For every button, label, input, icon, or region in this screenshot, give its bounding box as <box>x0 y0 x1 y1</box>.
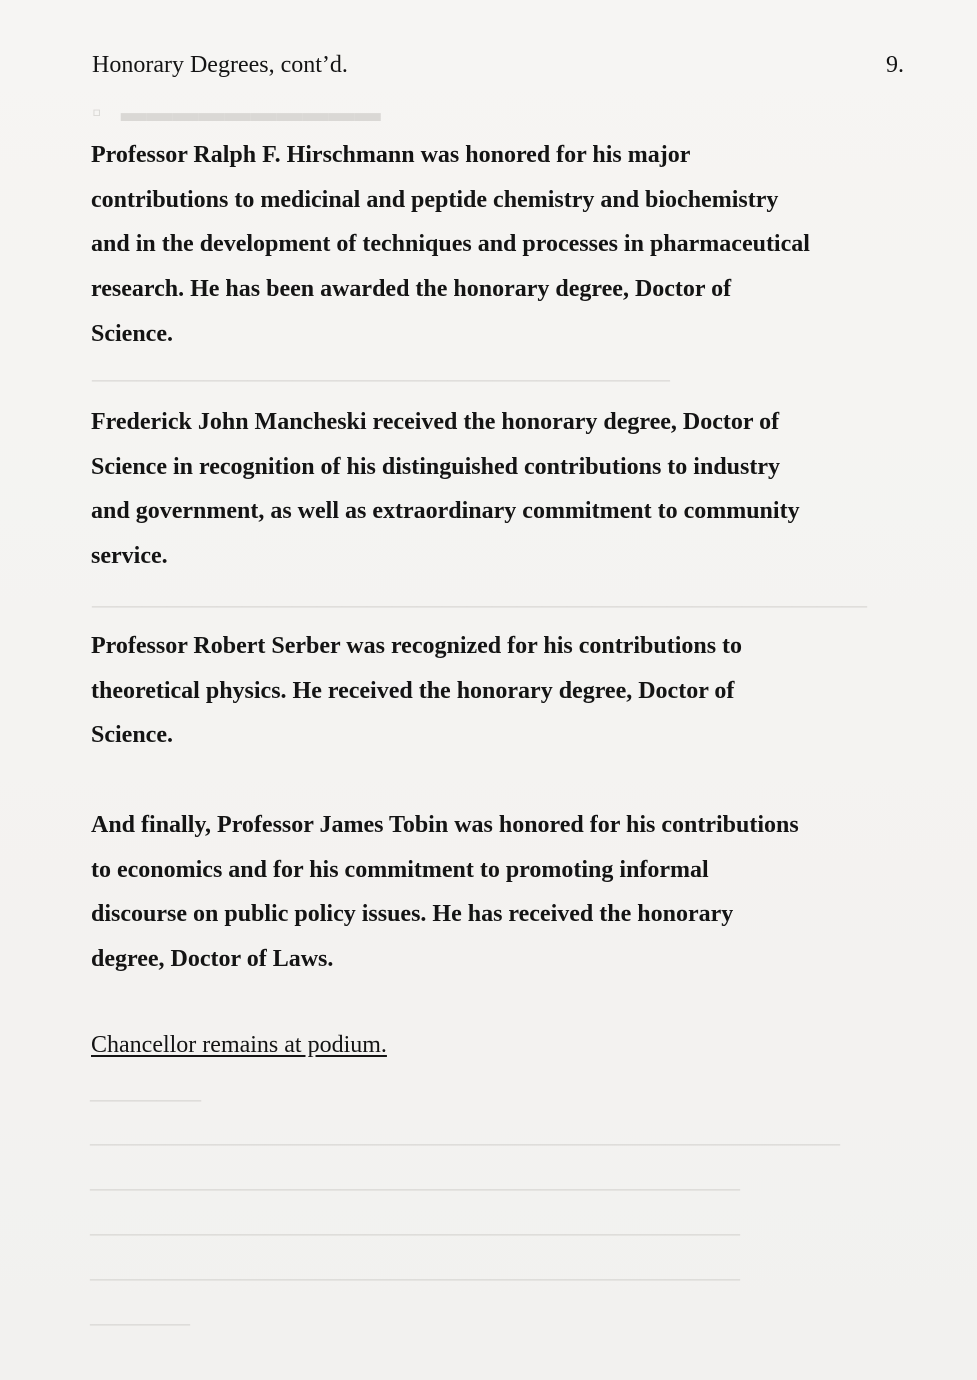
text-line: discourse on public policy issues. He has received the honorary <box>91 901 734 928</box>
text-line: theoretical physics. He received the honorary degree, Doctor of <box>91 677 735 704</box>
text-line: research. He has been awarded the honorary degree, Doctor of <box>91 276 732 303</box>
text-line: Science in recognition of his distinguished contributions to industry <box>91 453 780 480</box>
text-line: Science. <box>91 722 173 749</box>
text-line: Professor Robert Serber was recognized for his contributions to <box>91 633 743 659</box>
paragraph-mancheski <box>91 400 906 579</box>
paragraph-hirschmann <box>91 133 906 356</box>
page-number: 9. <box>886 52 904 78</box>
text-line: degree, Doctor of Laws. <box>91 946 334 973</box>
reverse-side-bleed-through: ▫ ▬▬▬▬▬▬▬▬▬▬ —————————————————————————— ——————————————————————————————— ————— —————————————————————————————— —————————————————————————— —————————————————————————— —————————————————————————— ———— <box>90 98 867 1337</box>
text-line: Professor Ralph F. Hirschmann was honored for his major <box>91 142 691 168</box>
text-line: contributions to medicinal and peptide chemistry and biochemistry <box>91 186 779 213</box>
text-line: and in the development of techniques and processes in pharmaceutical <box>91 231 810 258</box>
text-line: service. <box>91 543 168 570</box>
text-line: to economics and for his commitment to promoting informal <box>91 856 709 883</box>
running-title: Honorary Degrees, cont’d. <box>92 52 348 78</box>
page-header <box>92 52 904 86</box>
text-line: Frederick John Mancheski received the honorary degree, Doctor of <box>91 409 780 435</box>
paragraph-tobin <box>91 803 906 982</box>
text-line: And finally, Professor James Tobin was honored for his contributions <box>91 812 799 838</box>
text-line: Science. <box>91 320 173 347</box>
text-line: and government, as well as extraordinary commitment to community <box>91 498 800 525</box>
stage-direction: Chancellor remains at podium. <box>91 1032 387 1058</box>
paragraph-serber <box>91 624 906 758</box>
